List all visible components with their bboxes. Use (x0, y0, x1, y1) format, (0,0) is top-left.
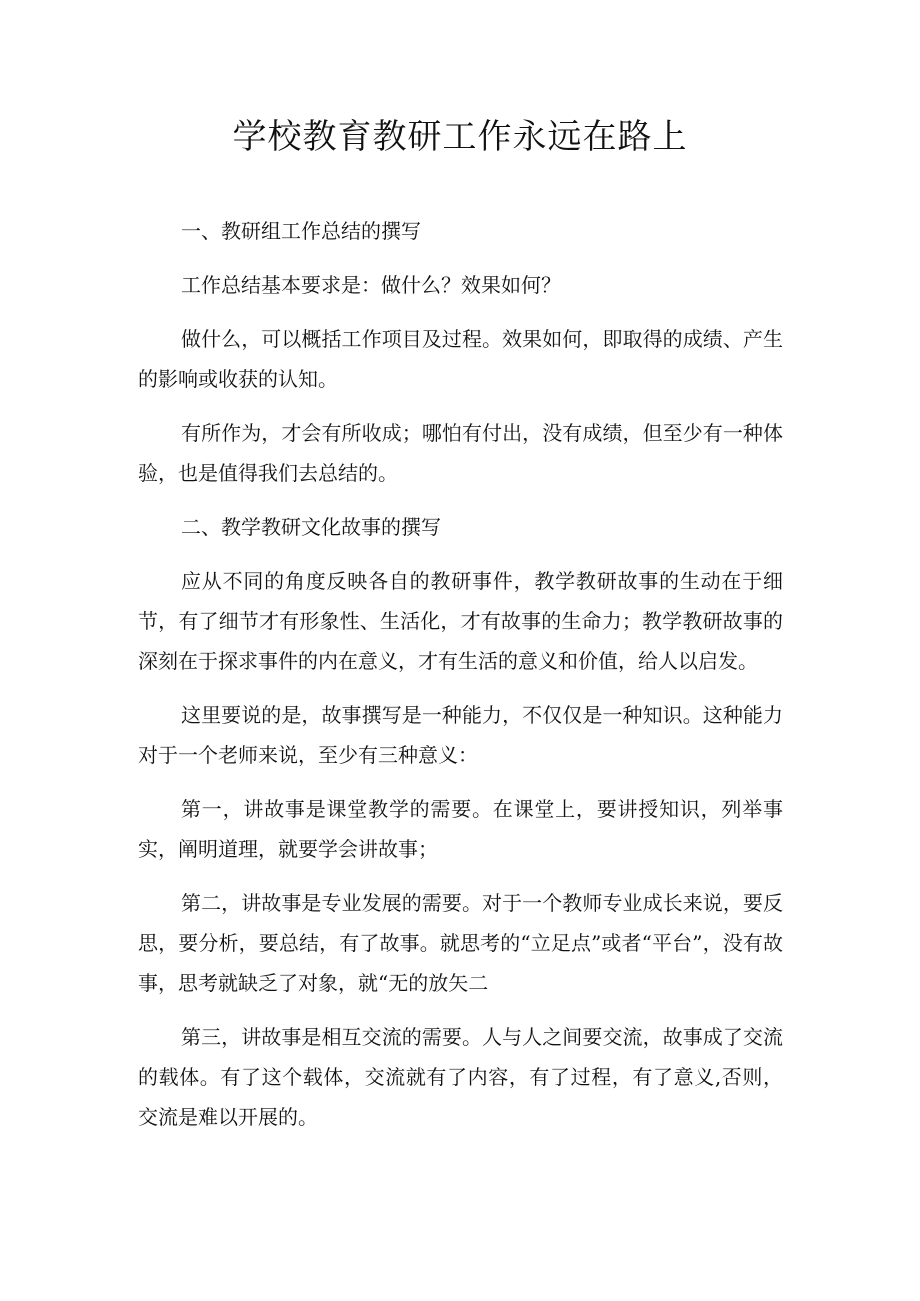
paragraph-basic-requirements: 工作总结基本要求是：做什么？效果如何？ (181, 273, 561, 297)
paragraph-first-meaning: 第一，讲故事是课堂教学的需要。在课堂上，要讲授知识，列举事实，阐明道理，就要学会讲故事； (138, 797, 783, 861)
document-body (138, 211, 783, 1151)
document-title: 学校教育教研工作永远在路上 (232, 117, 688, 157)
paragraph-story-ability: 这里要说的是，故事撰写是一种能力，不仅仅是一种知识。这种能力对于一个老师来说，至少有三种意义： (138, 703, 783, 767)
section-heading-1: 一、教研组工作总结的撰写 (181, 219, 421, 243)
paragraph-what-to-do: 做什么，可以概括工作项目及过程。效果如何，即取得的成绩、产生的影响或收获的认知。 (138, 327, 783, 391)
paragraph-effort-and-result: 有所作为，才会有所收成；哪怕有付出，没有成绩，但至少有一种体验，也是值得我们去总结的。 (138, 421, 783, 485)
paragraph-second-meaning: 第二，讲故事是专业发展的需要。对于一个教师专业成长来说，要反思，要分析，要总结，有了故事。就思考的“立足点”或者“平台”，没有故事，思考就缺乏了对象，就“无的放矢二 (138, 891, 783, 995)
section-heading-2: 二、教学教研文化故事的撰写 (181, 515, 441, 539)
paragraph-third-meaning: 第三，讲故事是相互交流的需要。人与人之间要交流，故事成了交流的载体。有了这个载体，交流就有了内容，有了过程，有了意义,否则，交流是难以开展的。 (138, 1025, 783, 1129)
paragraph-story-perspectives: 应从不同的角度反映各自的教研事件，教学教研故事的生动在于细节，有了细节才有形象性、生活化，才有故事的生命力；教学教研故事的深刻在于探求事件的内在意义，才有生活的意义和价值，给人以启发。 (138, 569, 783, 673)
